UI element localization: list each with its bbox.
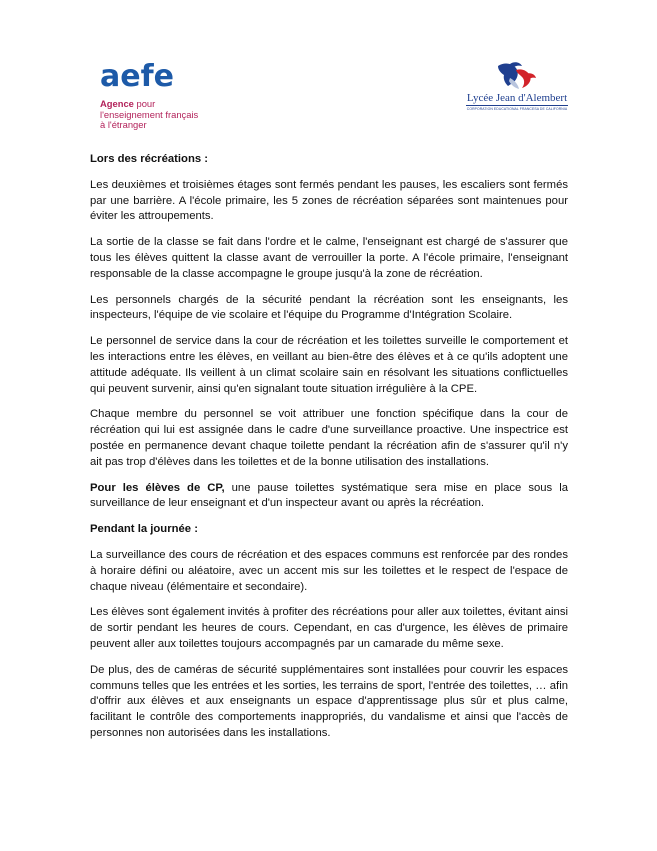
lycee-emblem-icon [492,60,542,92]
paragraph: Le personnel de service dans la cour de récréation et les toilettes surveille le comportement et les interactions entre les élèves, en veillant au bien-être des élèves et à ce qu'ils adoptent une attitude adéquate. Ils veillent à un climat scolaire sain en résolvant les situations conflictuelles qui peuvent survenir, ainsi qu'en signalant toute situation irrégulière à la CPE. [90,335,568,395]
heading-recreations: Lors des récréations : [90,153,209,165]
paragraph: La surveillance des cours de récréation et des espaces communs est renforcée par des rondes à horaire défini ou aléatoire, avec un accent mis sur les toilettes et le respect de l'espace de chaque niveau (élémentaire et secondaire). [90,548,568,593]
aefe-logo [100,59,210,131]
cp-lead: Pour les élèves de CP, [90,481,225,494]
cp-text: une pause toilettes systématique sera mise en place sous la surveillance de leur enseignant et d'un inspecteur avant ou après la récréation. [90,481,568,510]
lycee-name: Lycée Jean d'Alembert [466,92,568,104]
lycee-divider [466,105,568,106]
lycee-logo [462,60,572,111]
aefe-wordmark: aefe [100,59,174,94]
document-body [90,152,568,752]
aefe-subtitle-agence: Agence [100,98,134,109]
aefe-subtitle-line3: à l'étranger [100,119,147,131]
paragraph: Chaque membre du personnel se voit attribuer une fonction spécifique dans la cour de récréation qui lui est assignée dans le cadre d'une surveillance proactive. Une inspectrice est postée en permanence devant chaque toilette pendant la récréation afin de s'assurer qu'il n'y ait pas trop d'élèves dans les toilettes et de la bonne utilisation des installations. [90,408,568,468]
paragraph: De plus, des de caméras de sécurité supplémentaires sont installées pour couvrir les espaces communs telles que les entrées et les sorties, les terrains de sport, l'entrée des toilettes, … afin d'offrir aux élèves et aux enseignants un espace d'apprentissage plus sûr et plus calme, facilitant le contrôle des comportements inappropriés, du vandalisme et ainsi que l'accès de personnes non autorisées dans les installations. [90,663,568,739]
aefe-subtitle [100,99,210,131]
aefe-subtitle-line1 [100,99,210,110]
lycee-tagline: CORPORATION EDUCATIONAL FRANCESA DE CALIFORNIA [466,107,568,111]
paragraph: Les personnels chargés de la sécurité pendant la récréation sont les enseignants, les inspecteurs, l'équipe de vie scolaire et l'équipe du Programme d'Intégration Scolaire. [90,293,568,322]
paragraph-cp [90,481,568,513]
aefe-subtitle-line2: l'enseignement français [100,108,199,120]
heading-journee: Pendant la journée : [90,523,198,536]
paragraph: Les élèves sont également invités à profiter des récréations pour aller aux toilettes, évitant ainsi de sortir pendant les heures de cours. Cependant, en cas d'urgence, les élèves de primaire peuvent aller aux toilettes toujours accompagnés par un camarade du même sexe. [90,606,568,650]
paragraph: Les deuxièmes et troisièmes étages sont fermés pendant les pauses, les escaliers sont fermés par une barrière. A l'école primaire, les 5 zones de récréation séparées sont maintenues pour éviter les attroupements. [90,178,568,223]
paragraph: La sortie de la classe se fait dans l'ordre et le calme, l'enseignant est chargé de s'assurer que tous les élèves quittent la classe avant de verrouiller la porte. A l'école primaire, l'enseignant responsable de la classe accompagne le groupe jusqu'à la zone de récréation. [90,236,568,280]
aefe-subtitle-pour: pour [133,98,156,109]
